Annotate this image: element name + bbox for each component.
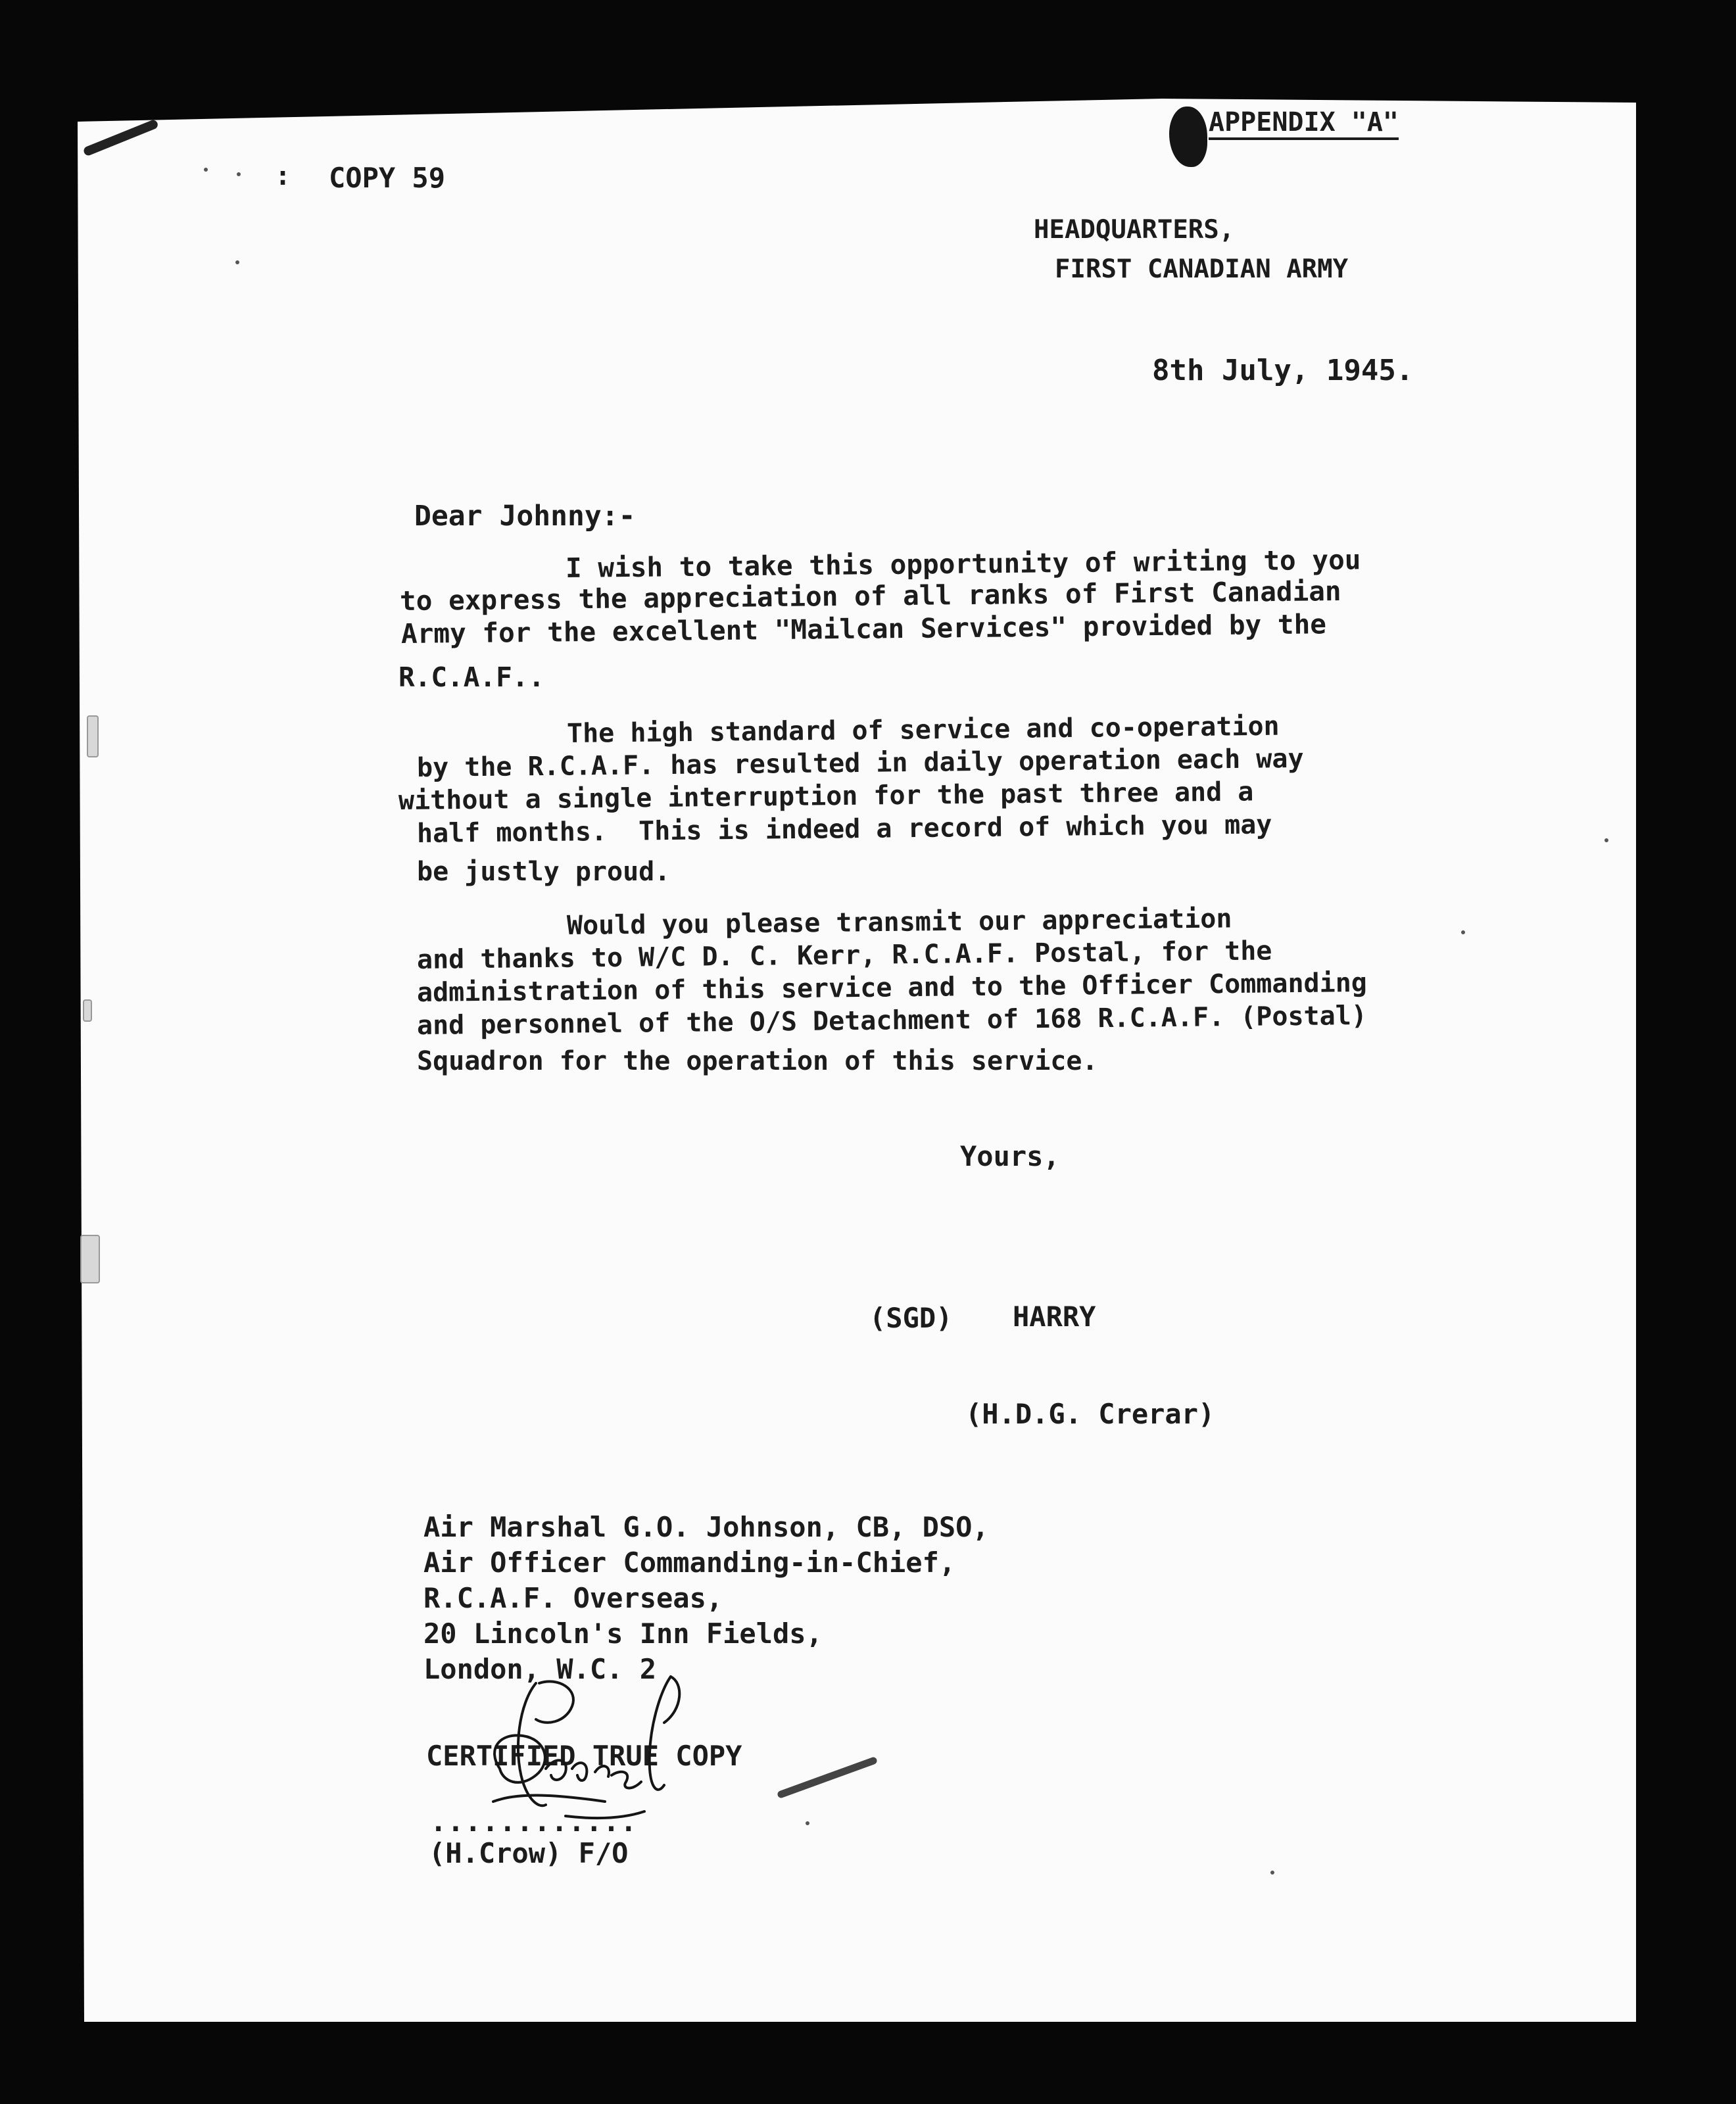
closing: Yours, [960,1140,1060,1172]
salutation: Dear Johnny:- [414,500,636,533]
header-line-2: FIRST CANADIAN ARMY [1055,254,1349,284]
certifier-name: (H.Crow) F/O [429,1837,629,1869]
certification-label: CERTIFIED TRUE COPY [426,1740,742,1772]
paragraph-line: R.C.A.F.. [398,661,545,693]
speck-mark [204,168,208,172]
paragraph-line: by the R.C.A.F. has resulted in daily operation each way [416,743,1304,783]
speck-mark [237,172,241,176]
paragraph-line: without a single interruption for the past three and a [398,777,1254,816]
paragraph-line: administration of this service and to the Officer Commanding [416,967,1368,1008]
paragraph-line: and thanks to W/C D. C. Kerr, R.C.A.F. Postal, for the [416,936,1272,975]
signed-marker: (SGD) [869,1302,953,1334]
addressee-line: London, W.C. 2 [423,1653,657,1685]
speck-mark [235,260,239,264]
paragraph-line: be justly proud. [417,857,671,887]
signed-name: HARRY [1013,1301,1096,1333]
paragraph-line: The high standard of service and co-operation [566,711,1280,749]
appendix-label: APPENDIX "A" [1209,107,1399,137]
signatory-name: (H.D.G. Crerar) [965,1398,1215,1430]
copy-number: COPY 59 [329,162,446,194]
addressee-line: Air Officer Commanding-in-Chief, [423,1546,956,1579]
letter-date: 8th July, 1945. [1152,354,1414,387]
paragraph-line: to express the appreciation of all ranks of First Canadian [399,575,1341,617]
paragraph-line: Would you please transmit our appreciation [566,903,1232,941]
left-edge-tab [80,1235,100,1283]
paragraph-line: and personnel of the O/S Detachment of 168 R.C.A.F. (Postal) [416,1000,1368,1041]
addressee-line: Air Marshal G.O. Johnson, CB, DSO, [423,1511,989,1543]
speck-mark [1270,1871,1274,1875]
paragraph-line: Squadron for the operation of this service. [417,1046,1098,1076]
certification-dots: ............ [430,1805,638,1838]
paragraph-line: half months. This is indeed a record of which you may [416,809,1272,849]
speck-mark [1461,930,1465,934]
copy-dots: : [275,161,291,191]
paragraph-line: Army for the excellent "Mailcan Services" provided by the [400,608,1327,650]
speck-mark [1604,838,1608,842]
header-line-1: HEADQUARTERS, [1034,215,1235,245]
handwritten-signature [473,1670,697,1821]
left-edge-tab [83,999,92,1022]
speck-mark [806,1821,809,1825]
paragraph-line: I wish to take this opportunity of writing to you [565,544,1361,584]
addressee-line: R.C.A.F. Overseas, [423,1582,723,1614]
left-edge-tab [87,715,99,757]
addressee-line: 20 Lincoln's Inn Fields, [423,1617,823,1650]
